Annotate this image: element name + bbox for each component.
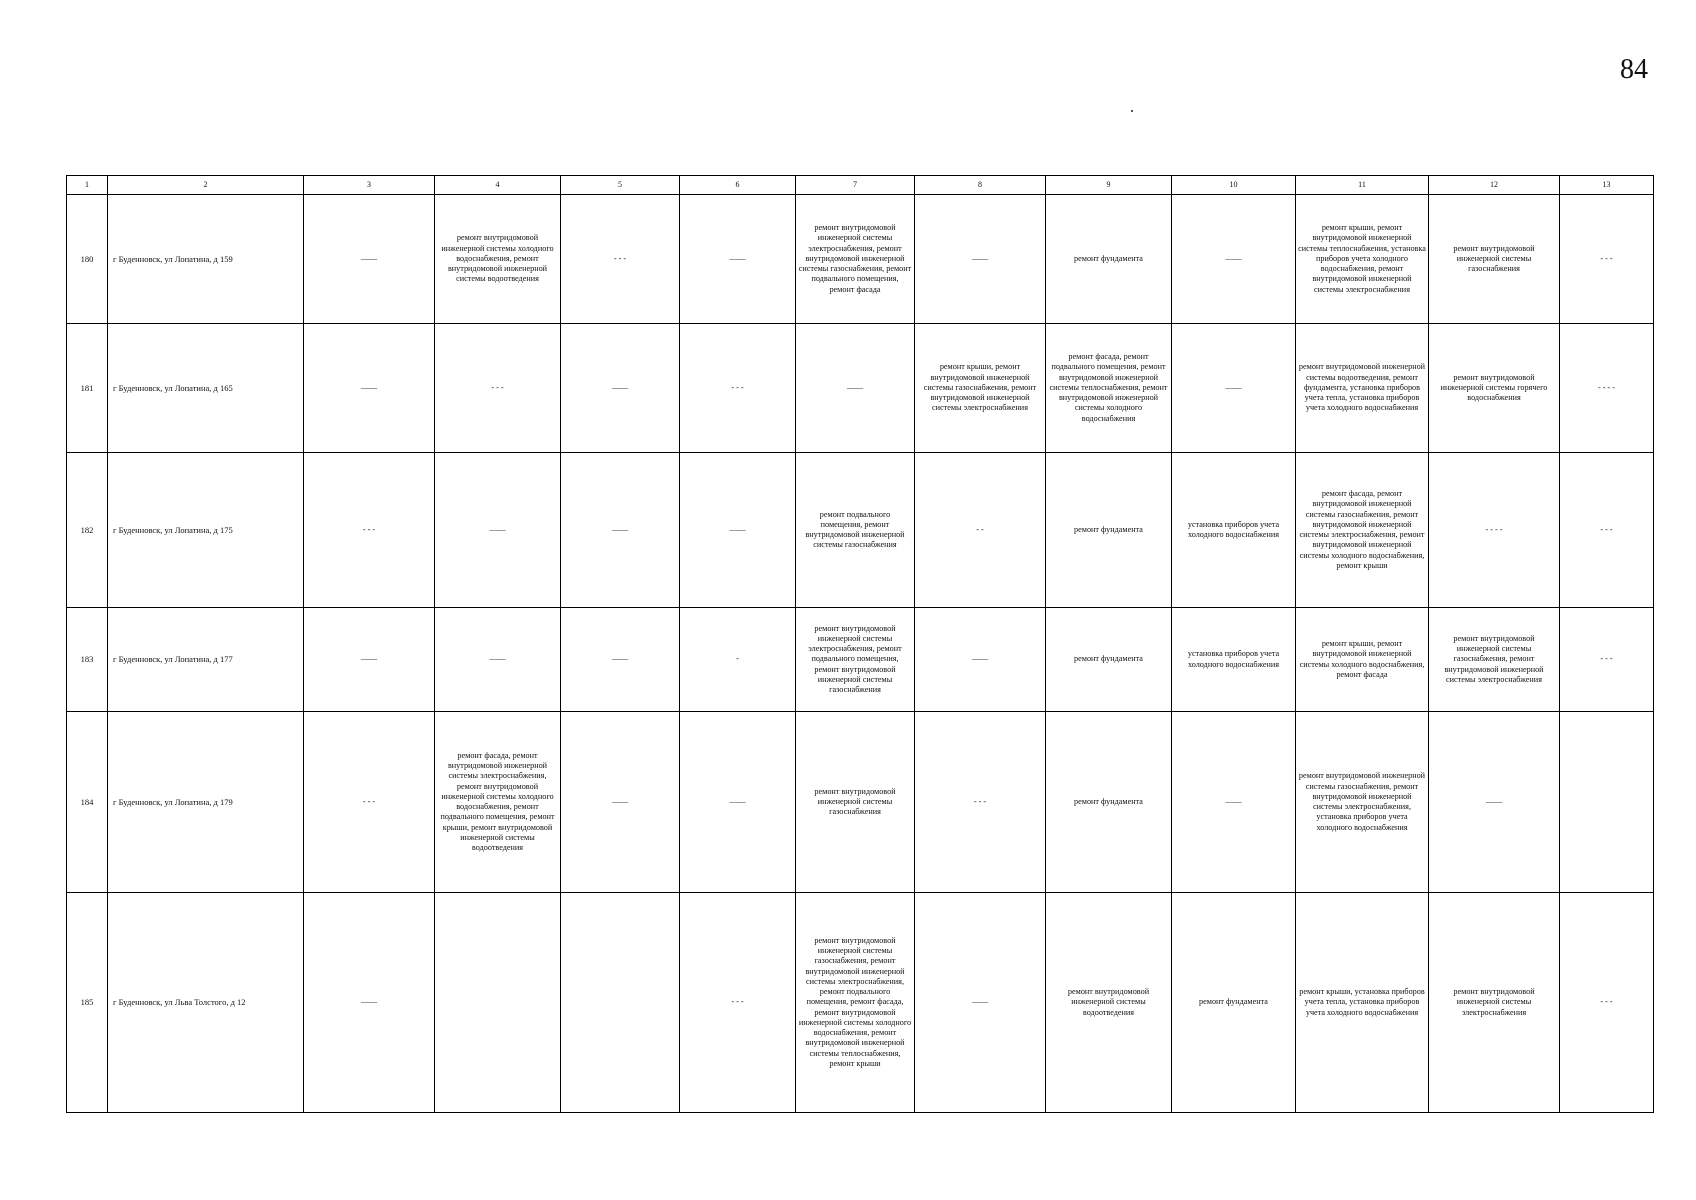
table-cell: - - -	[1560, 453, 1654, 608]
table-cell: ремонт крыши, установка приборов учета тепла, установка приборов учета холодного водоснабжения	[1296, 893, 1429, 1113]
table-cell: ремонт фундамента	[1046, 712, 1172, 893]
address-cell: г Буденновск, ул Лопатина, д 179	[108, 712, 304, 893]
table-cell: ремонт внутридомовой инженерной системы газоснабжения, ремонт внутридомовой инженерной системы электроснабжения, ремонт подвального помещения, ремонт фасада, ремонт внутридомовой инженерной системы холодного водоснабжения, ремонт внутридомовой инженерной системы теплоснабжения, ремонт крыши	[796, 893, 915, 1113]
table-cell: - - -	[1560, 893, 1654, 1113]
table-cell: ——	[304, 324, 435, 453]
table-cell: ——	[915, 893, 1046, 1113]
table-cell: ремонт внутридомовой инженерной системы газоснабжения	[796, 712, 915, 893]
table-cell: ремонт внутридомовой инженерной системы горячего водоснабжения	[1429, 324, 1560, 453]
table-row	[67, 324, 1654, 453]
table-cell: ремонт фасада, ремонт внутридомовой инженерной системы газоснабжения, ремонт внутридомовой инженерной системы электроснабжения, ремонт внутридомовой инженерной системы холодного водоснабжения, ремонт крыши	[1296, 453, 1429, 608]
column-number: 4	[435, 176, 561, 195]
table-cell: ремонт крыши, ремонт внутридомовой инженерной системы теплоснабжения, установка приборов учета холодного водоснабжения, ремонт внутридомовой инженерной системы электроснабжения	[1296, 195, 1429, 324]
table-cell: ——	[680, 712, 796, 893]
table-cell: ——	[915, 608, 1046, 712]
address-cell: г Буденновск, ул Льва Толстого, д 12	[108, 893, 304, 1113]
table-cell: ремонт фасада, ремонт внутридомовой инженерной системы электроснабжения, ремонт внутридомовой инженерной системы холодного водоснабжения, ремонт подвального помещения, ремонт крыши, ремонт внутридомовой инженерной системы водоотведения	[435, 712, 561, 893]
table-cell: установка приборов учета холодного водоснабжения	[1172, 453, 1296, 608]
table-cell: - - - -	[1560, 324, 1654, 453]
table-cell: ——	[304, 893, 435, 1113]
table-cell: ——	[1172, 712, 1296, 893]
row-number: 182	[67, 453, 108, 608]
table-cell: ремонт крыши, ремонт внутридомовой инженерной системы газоснабжения, ремонт внутридомовой инженерной системы электроснабжения	[915, 324, 1046, 453]
table-cell: - - -	[680, 324, 796, 453]
table-cell: ремонт крыши, ремонт внутридомовой инженерной системы холодного водоснабжения, ремонт фасада	[1296, 608, 1429, 712]
table-cell: ремонт фундамента	[1046, 195, 1172, 324]
column-number: 1	[67, 176, 108, 195]
table-cell: ——	[561, 324, 680, 453]
column-number: 6	[680, 176, 796, 195]
table-cell	[435, 893, 561, 1113]
table-cell: - - -	[1560, 195, 1654, 324]
table-cell: ремонт внутридомовой инженерной системы газоснабжения	[1429, 195, 1560, 324]
table-cell: ——	[561, 453, 680, 608]
table-cell: ремонт внутридомовой инженерной системы электроснабжения	[1429, 893, 1560, 1113]
table-cell	[561, 893, 680, 1113]
column-number: 10	[1172, 176, 1296, 195]
page-number: 84	[1620, 54, 1648, 85]
table-cell: - - -	[435, 324, 561, 453]
table-cell: ремонт внутридомовой инженерной системы холодного водоснабжения, ремонт внутридомовой инженерной системы водоотведения	[435, 195, 561, 324]
table-cell: - - -	[561, 195, 680, 324]
column-number: 13	[1560, 176, 1654, 195]
column-number-row	[67, 176, 1654, 195]
table-cell: ——	[435, 608, 561, 712]
row-number: 184	[67, 712, 108, 893]
table-cell: ——	[915, 195, 1046, 324]
table-cell: ——	[1172, 195, 1296, 324]
row-number: 181	[67, 324, 108, 453]
table-cell: - - -	[1560, 608, 1654, 712]
table-cell: ремонт фундамента	[1046, 453, 1172, 608]
table-cell: - - -	[304, 453, 435, 608]
table-cell: ——	[304, 195, 435, 324]
scan-speck	[1131, 110, 1133, 112]
table-cell: -	[680, 608, 796, 712]
column-number: 9	[1046, 176, 1172, 195]
table-row	[67, 893, 1654, 1113]
table-cell: ——	[680, 453, 796, 608]
table-cell: - - - -	[1429, 453, 1560, 608]
address-cell: г Буденновск, ул Лопатина, д 165	[108, 324, 304, 453]
column-number: 5	[561, 176, 680, 195]
table-cell: ремонт фундамента	[1046, 608, 1172, 712]
column-number: 7	[796, 176, 915, 195]
table-cell: ——	[1429, 712, 1560, 893]
row-number: 185	[67, 893, 108, 1113]
table-cell: ремонт подвального помещения, ремонт внутридомовой инженерной системы газоснабжения	[796, 453, 915, 608]
table-cell: ——	[561, 608, 680, 712]
table-cell: установка приборов учета холодного водоснабжения	[1172, 608, 1296, 712]
table-cell: - - -	[680, 893, 796, 1113]
table-cell: ремонт внутридомовой инженерной системы газоснабжения, ремонт внутридомовой инженерной системы электроснабжения, установка приборов учета холодного водоснабжения	[1296, 712, 1429, 893]
column-number: 3	[304, 176, 435, 195]
address-cell: г Буденновск, ул Лопатина, д 177	[108, 608, 304, 712]
table-cell: ремонт внутридомовой инженерной системы электроснабжения, ремонт подвального помещения, ремонт внутридомовой инженерной системы газоснабжения	[796, 608, 915, 712]
table-row	[67, 608, 1654, 712]
table-cell: ——	[304, 608, 435, 712]
table-row	[67, 453, 1654, 608]
address-cell: г Буденновск, ул Лопатина, д 175	[108, 453, 304, 608]
table-cell: ремонт внутридомовой инженерной системы водоотведения	[1046, 893, 1172, 1113]
table-cell: ——	[796, 324, 915, 453]
table-cell: ——	[1172, 324, 1296, 453]
table-cell: ремонт внутридомовой инженерной системы газоснабжения, ремонт внутридомовой инженерной системы электроснабжения	[1429, 608, 1560, 712]
table-cell: ремонт фасада, ремонт подвального помещения, ремонт внутридомовой инженерной системы теплоснабжения, ремонт внутридомовой инженерной системы холодного водоснабжения	[1046, 324, 1172, 453]
table-cell: - - -	[915, 712, 1046, 893]
table-cell: ремонт внутридомовой инженерной системы водоотведения, ремонт фундамента, установка приборов учета тепла, установка приборов учета холодного водоснабжения	[1296, 324, 1429, 453]
table-cell: ремонт фундамента	[1172, 893, 1296, 1113]
table-cell: - -	[915, 453, 1046, 608]
row-number: 183	[67, 608, 108, 712]
table-cell: - - -	[304, 712, 435, 893]
table-cell	[1560, 712, 1654, 893]
table-cell: ——	[680, 195, 796, 324]
column-number: 2	[108, 176, 304, 195]
row-number: 180	[67, 195, 108, 324]
column-number: 11	[1296, 176, 1429, 195]
table-cell: ремонт внутридомовой инженерной системы электроснабжения, ремонт внутридомовой инженерной системы газоснабжения, ремонт подвального помещения, ремонт фасада	[796, 195, 915, 324]
table-row	[67, 712, 1654, 893]
column-number: 8	[915, 176, 1046, 195]
table-cell: ——	[561, 712, 680, 893]
table-cell: ——	[435, 453, 561, 608]
repair-schedule-table	[66, 175, 1654, 1113]
address-cell: г Буденновск, ул Лопатина, д 159	[108, 195, 304, 324]
column-number: 12	[1429, 176, 1560, 195]
table-row	[67, 195, 1654, 324]
